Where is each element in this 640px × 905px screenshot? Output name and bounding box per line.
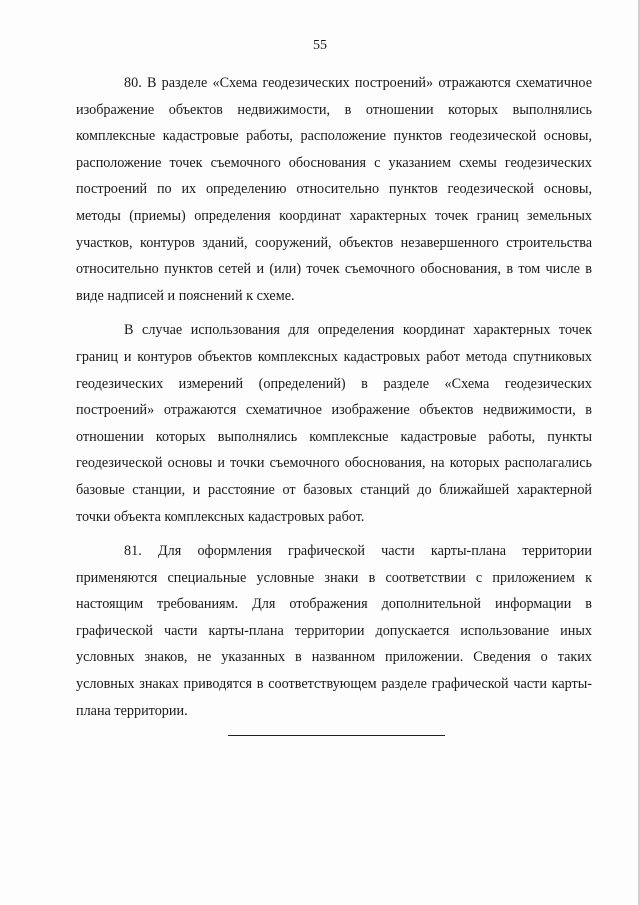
closing-rule [228, 735, 445, 736]
document-body [76, 70, 592, 732]
paragraph-80: 80. В разделе «Схема геодезических построений» отражаются схематичное изображение объектов недвижимости, в отношении которых выполнялись комплексные кадастровые работы, расположение пунктов геодезической основы, расположение точек съемочного обоснования с указанием схемы геодезических построений по их определению относительно пунктов геодезической основы, методы (приемы) определения координат характерных точек границ земельных участков, контуров зданий, сооружений, объектов незавершенного строительства относительно пунктов сетей и (или) точек съемочного обоснования, в том числе в виде надписей и пояснений к схеме. [76, 75, 592, 304]
paragraph-81: 81. Для оформления графической части карты-плана территории применяются специальные условные знаки в соответствии с приложением к настоящим требованиям. Для отображения дополнительной информации в графической части карты-плана территории допускается использование иных условных знаков, не указанных в названном приложении. Сведения о таких условных знаках приводятся в соответствующем разделе графической части карты-плана территории. [76, 543, 592, 719]
page-number: 55 [313, 38, 327, 53]
paragraph-satellite: В случае использования для определения координат характерных точек границ и контуров объектов комплексных кадастровых работ метода спутниковых геодезических измерений (определений) в разделе «Схема геодезических построений» отражаются схематичное изображение объектов недвижимости, в отношении которых выполнялись комплексные кадастровые работы, пункты геодезической основы и точки съемочного обоснования, на которых располагались базовые станции, и расстояние от базовых станций до ближайшей характерной точки объекта комплексных кадастровых работ. [76, 322, 592, 525]
